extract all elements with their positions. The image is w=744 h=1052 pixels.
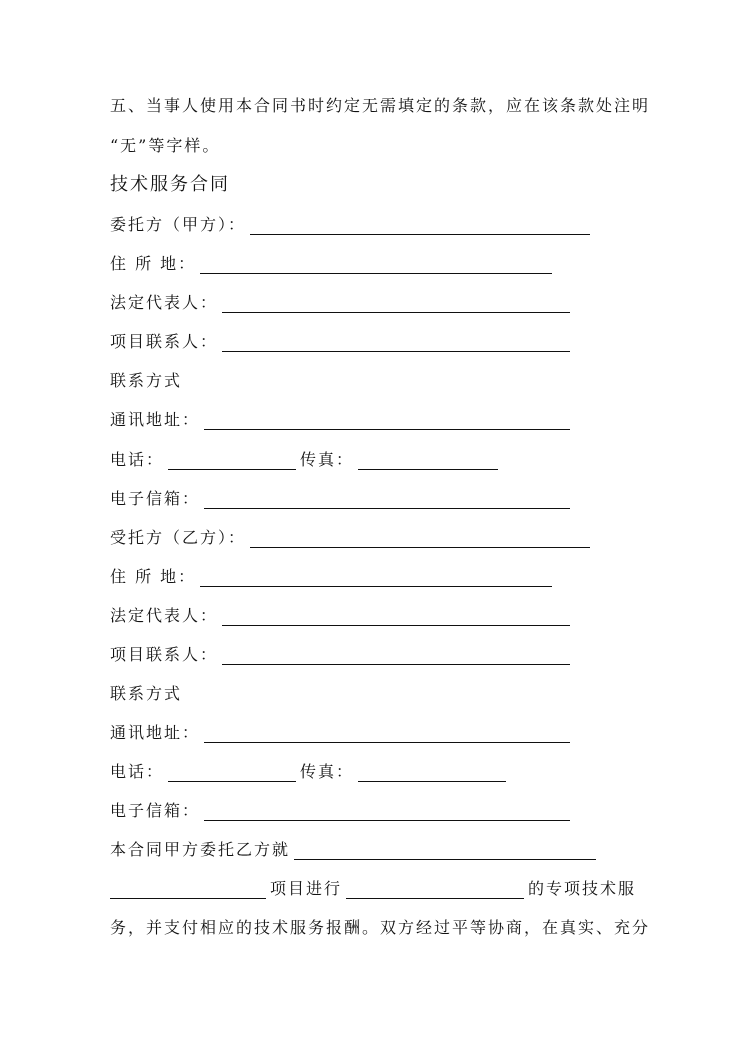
project-name-field[interactable] [110, 882, 266, 899]
party-a-address-row [110, 254, 552, 274]
party-b-name-field[interactable] [250, 531, 590, 548]
party-b-fax-label: 传真： [300, 762, 355, 781]
party-a-rep-label: 法定代表人： [110, 293, 219, 312]
party-a-fax-field[interactable] [358, 453, 498, 470]
party-a-contact-row [110, 332, 570, 352]
party-b-contact-label: 项目联系人： [110, 645, 219, 664]
party-b-contact-heading: 联系方式 [110, 684, 183, 703]
body-line-2-mid: 项目进行 [270, 879, 343, 898]
party-a-mail-label: 通讯地址： [110, 410, 201, 429]
party-b-phone-field[interactable] [168, 765, 296, 782]
party-b-mail-label: 通讯地址： [110, 723, 201, 742]
party-b-contact-row [110, 645, 570, 665]
party-a-rep-field[interactable] [222, 296, 570, 313]
party-b-email-field[interactable] [204, 804, 570, 821]
body-line-2 [110, 879, 636, 899]
party-a-mail-field[interactable] [204, 413, 570, 430]
party-b-mail-field[interactable] [204, 726, 570, 743]
intro-line-2: “无”等字样。 [110, 136, 221, 155]
party-b-name-label: 受托方（乙方）： [110, 528, 247, 547]
party-b-address-row [110, 567, 552, 587]
party-a-address-label: 住 所 地： [110, 254, 197, 273]
body-line-1 [110, 840, 596, 860]
party-a-name-field[interactable] [250, 218, 590, 235]
service-content-field[interactable] [346, 882, 524, 899]
party-a-email-row [110, 489, 570, 509]
party-a-contact-heading: 联系方式 [110, 371, 183, 390]
party-a-name-row [110, 215, 590, 235]
party-a-email-field[interactable] [204, 492, 570, 509]
party-b-email-label: 电子信箱： [110, 801, 201, 820]
party-a-contact-label: 项目联系人： [110, 332, 219, 351]
party-a-email-label: 电子信箱： [110, 489, 201, 508]
body-line-2-end: 的专项技术服 [528, 879, 637, 898]
party-b-address-field[interactable] [200, 570, 552, 587]
party-a-name-label: 委托方（甲方）： [110, 215, 247, 234]
party-b-address-label: 住 所 地： [110, 567, 197, 586]
body-line-3: 务，并支付相应的技术服务报酬。双方经过平等协商，在真实、充分 [110, 918, 651, 937]
party-b-rep-field[interactable] [222, 609, 570, 626]
party-a-phone-row [110, 450, 498, 470]
party-a-fax-label: 传真： [300, 450, 355, 469]
party-a-phone-label: 电话： [110, 450, 165, 469]
party-a-rep-row [110, 293, 570, 313]
body-line-1-text: 本合同甲方委托乙方就 [110, 840, 291, 859]
party-b-mail-row [110, 723, 570, 743]
party-b-phone-row [110, 762, 506, 782]
party-b-name-row [110, 528, 590, 548]
party-a-mail-row [110, 410, 570, 430]
party-b-rep-label: 法定代表人： [110, 606, 219, 625]
party-b-contact-field[interactable] [222, 648, 570, 665]
party-b-rep-row [110, 606, 570, 626]
party-a-phone-field[interactable] [168, 453, 296, 470]
party-b-phone-label: 电话： [110, 762, 165, 781]
intro-line-1: 五、当事人使用本合同书时约定无需填定的条款，应在该条款处注明 [110, 96, 651, 115]
party-b-email-row [110, 801, 570, 821]
document-title: 技术服务合同 [110, 174, 230, 195]
party-a-address-field[interactable] [200, 257, 552, 274]
party-a-contact-field[interactable] [222, 335, 570, 352]
service-subject-field[interactable] [294, 843, 596, 860]
party-b-fax-field[interactable] [358, 765, 506, 782]
